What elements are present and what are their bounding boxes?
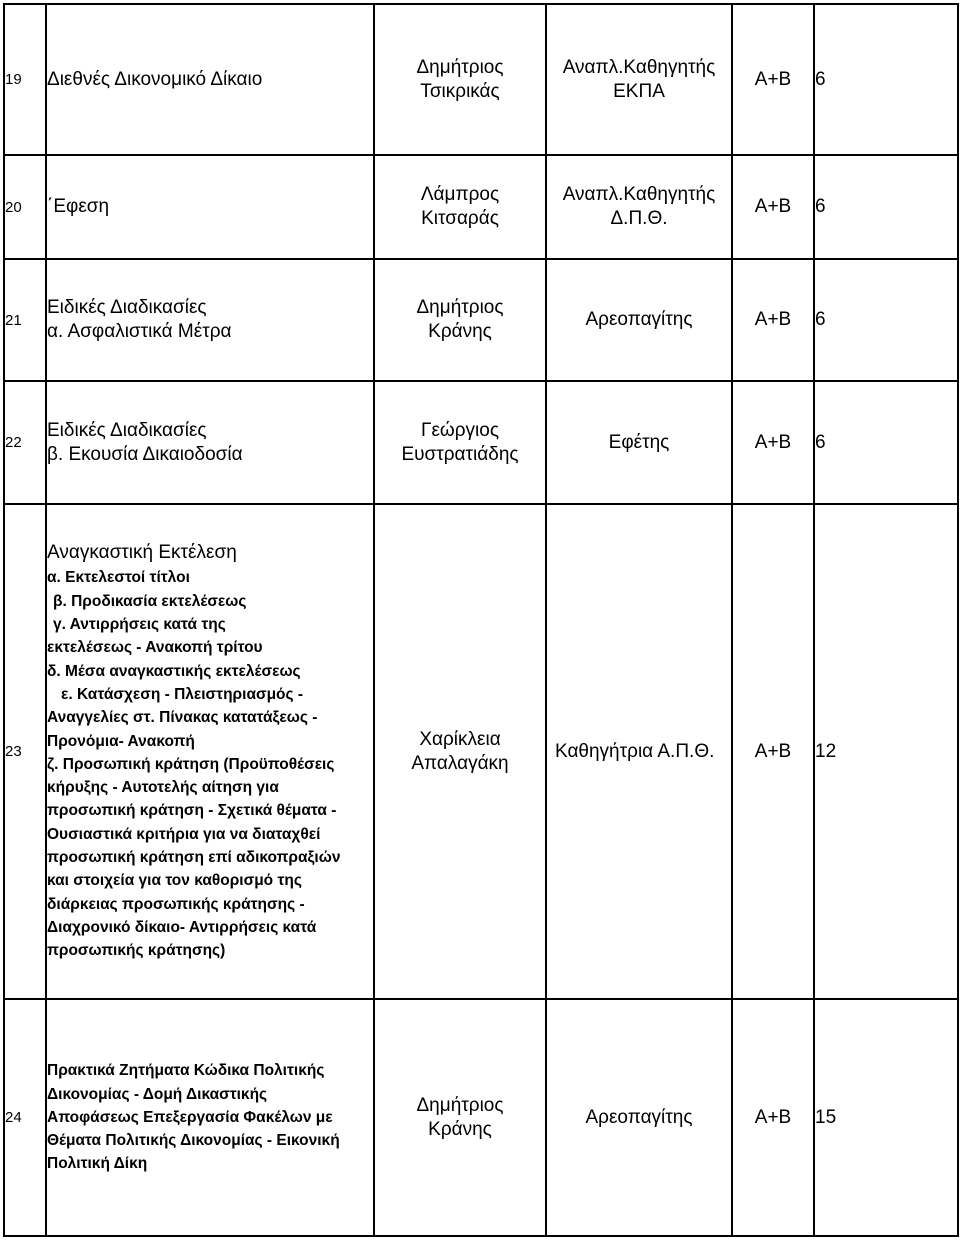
course-title (46, 504, 374, 999)
group-cell: Α+Β (732, 4, 814, 155)
teacher-last-name: Κράνης (428, 321, 492, 342)
course-title (46, 999, 374, 1236)
course-topic-line: Διαχρονικό δίκαιο- Αντιρρήσεις κατά (47, 918, 317, 936)
course-topic-line: και στοιχεία για τον καθορισμό της (47, 872, 302, 890)
course-title-line: Πολιτική Δίκη (47, 1155, 148, 1173)
course-topic-line: προσωπική κράτηση επί αδικοπραξιών (47, 849, 341, 867)
course-title (46, 155, 374, 259)
teacher-first-name: Λάμπρος (420, 184, 500, 205)
course-topic-line: β. Προδικασία εκτελέσεως (53, 592, 247, 610)
group-cell: Α+Β (732, 504, 814, 999)
course-title-line: ΄Εφεση (47, 196, 110, 217)
teacher-name (374, 999, 546, 1236)
teacher-last-name: Ευστρατιάδης (401, 443, 519, 465)
hours-cell: 15 (814, 999, 958, 1236)
table-row (4, 155, 958, 259)
rank-line: Δ.Π.Θ. (610, 208, 668, 229)
row-number: 19 (4, 4, 46, 155)
rank-line: ΕΚΠΑ (613, 80, 665, 102)
course-topic-line: κήρυξης - Αυτοτελής αίτηση για (47, 779, 279, 797)
hours-cell: 12 (814, 504, 958, 999)
hours-cell: 6 (814, 381, 958, 504)
row-number: 22 (4, 381, 46, 504)
rank-line: Αναπλ.Καθηγητής (562, 56, 716, 78)
teacher-first-name: Γεώργιος (420, 419, 500, 441)
course-title-line: Θέματα Πολιτικής Δικονομίας - Εικονική (47, 1132, 340, 1150)
hours-cell: 6 (814, 4, 958, 155)
course-topic-line: προσωπική κράτηση - Σχετικά θέματα - (47, 802, 337, 820)
rank-line: Αρεοπαγίτης (585, 309, 693, 330)
teacher-last-name: Απαλαγάκη (411, 752, 509, 774)
teacher-name (374, 381, 546, 504)
table-row (4, 381, 958, 504)
group-cell: Α+Β (732, 381, 814, 504)
course-title-line: Ειδικές Διαδικασίες (47, 419, 207, 441)
rank-line: Καθηγήτρια Α.Π.Θ. (555, 740, 715, 762)
teacher-rank (546, 504, 732, 999)
course-topic-line: ζ. Προσωπική κράτηση (Προϋποθέσεις (47, 755, 335, 773)
course-title-line: Δικονομίας - Δομή Δικαστικής (47, 1085, 268, 1103)
teacher-last-name: Κιτσαράς (421, 208, 499, 229)
rank-line: Εφέτης (608, 431, 670, 453)
teacher-first-name: Δημήτριος (416, 297, 504, 318)
rank-line: Αναπλ.Καθηγητής (562, 184, 716, 205)
course-title-line: α. Ασφαλιστικά Μέτρα (47, 321, 232, 342)
course-table (3, 3, 959, 1237)
teacher-rank (546, 381, 732, 504)
course-topic-line: Ουσιαστικά κριτήρια για να διαταχθεί (47, 825, 321, 843)
course-title-heading: Αναγκαστική Εκτέλεση (47, 542, 237, 564)
teacher-name (374, 504, 546, 999)
teacher-name (374, 259, 546, 381)
teacher-rank (546, 4, 732, 155)
course-topic-line: δ. Μέσα αναγκαστικής εκτελέσεως (47, 662, 301, 680)
table-row (4, 259, 958, 381)
teacher-last-name: Τσικρικάς (420, 80, 500, 102)
course-title-line: Αποφάσεως Επεξεργασία Φακέλων με (47, 1108, 333, 1126)
course-topic-line: ε. Κατάσχεση - Πλειστηριασμός - (61, 685, 304, 703)
table-row (4, 504, 958, 999)
teacher-name (374, 155, 546, 259)
course-topic-line: Αναγγελίες στ. Πίνακας κατατάξεως - (47, 709, 318, 727)
course-title (46, 259, 374, 381)
row-number: 23 (4, 504, 46, 999)
course-title-line: Πρακτικά Ζητήματα Κώδικα Πολιτικής (47, 1062, 325, 1080)
group-cell: Α+Β (732, 999, 814, 1236)
teacher-first-name: Δημήτριος (416, 1094, 504, 1116)
group-cell: Α+Β (732, 259, 814, 381)
course-topic-line: προσωπικής κράτησης) (47, 942, 226, 960)
teacher-rank (546, 259, 732, 381)
table-row (4, 4, 958, 155)
course-topic-line: εκτελέσεως - Ανακοπή τρίτου (47, 639, 263, 657)
course-title (46, 381, 374, 504)
hours-cell: 6 (814, 259, 958, 381)
teacher-first-name: Χαρίκλεια (419, 728, 501, 750)
course-topic-line: α. Εκτελεστοί τίτλοι (47, 569, 190, 587)
hours-cell: 6 (814, 155, 958, 259)
course-topic-line: διάρκειας προσωπικής κράτησης - (47, 895, 305, 913)
course-title-line: Διεθνές Δικονομικό Δίκαιο (47, 68, 263, 90)
course-title-line: β. Εκουσία Δικαιοδοσία (47, 443, 243, 465)
teacher-name (374, 4, 546, 155)
course-topic-line: γ. Αντιρρήσεις κατά της (53, 616, 226, 634)
row-number: 21 (4, 259, 46, 381)
teacher-first-name: Δημήτριος (416, 56, 504, 78)
course-title (46, 4, 374, 155)
teacher-last-name: Κράνης (428, 1118, 492, 1140)
row-number: 24 (4, 999, 46, 1236)
teacher-rank (546, 155, 732, 259)
course-topic-line: Προνόμια- Ανακοπή (47, 732, 195, 750)
table-row (4, 999, 958, 1236)
teacher-rank (546, 999, 732, 1236)
rank-line: Αρεοπαγίτης (585, 1106, 693, 1128)
course-title-line: Ειδικές Διαδικασίες (47, 297, 207, 318)
group-cell: Α+Β (732, 155, 814, 259)
row-number: 20 (4, 155, 46, 259)
